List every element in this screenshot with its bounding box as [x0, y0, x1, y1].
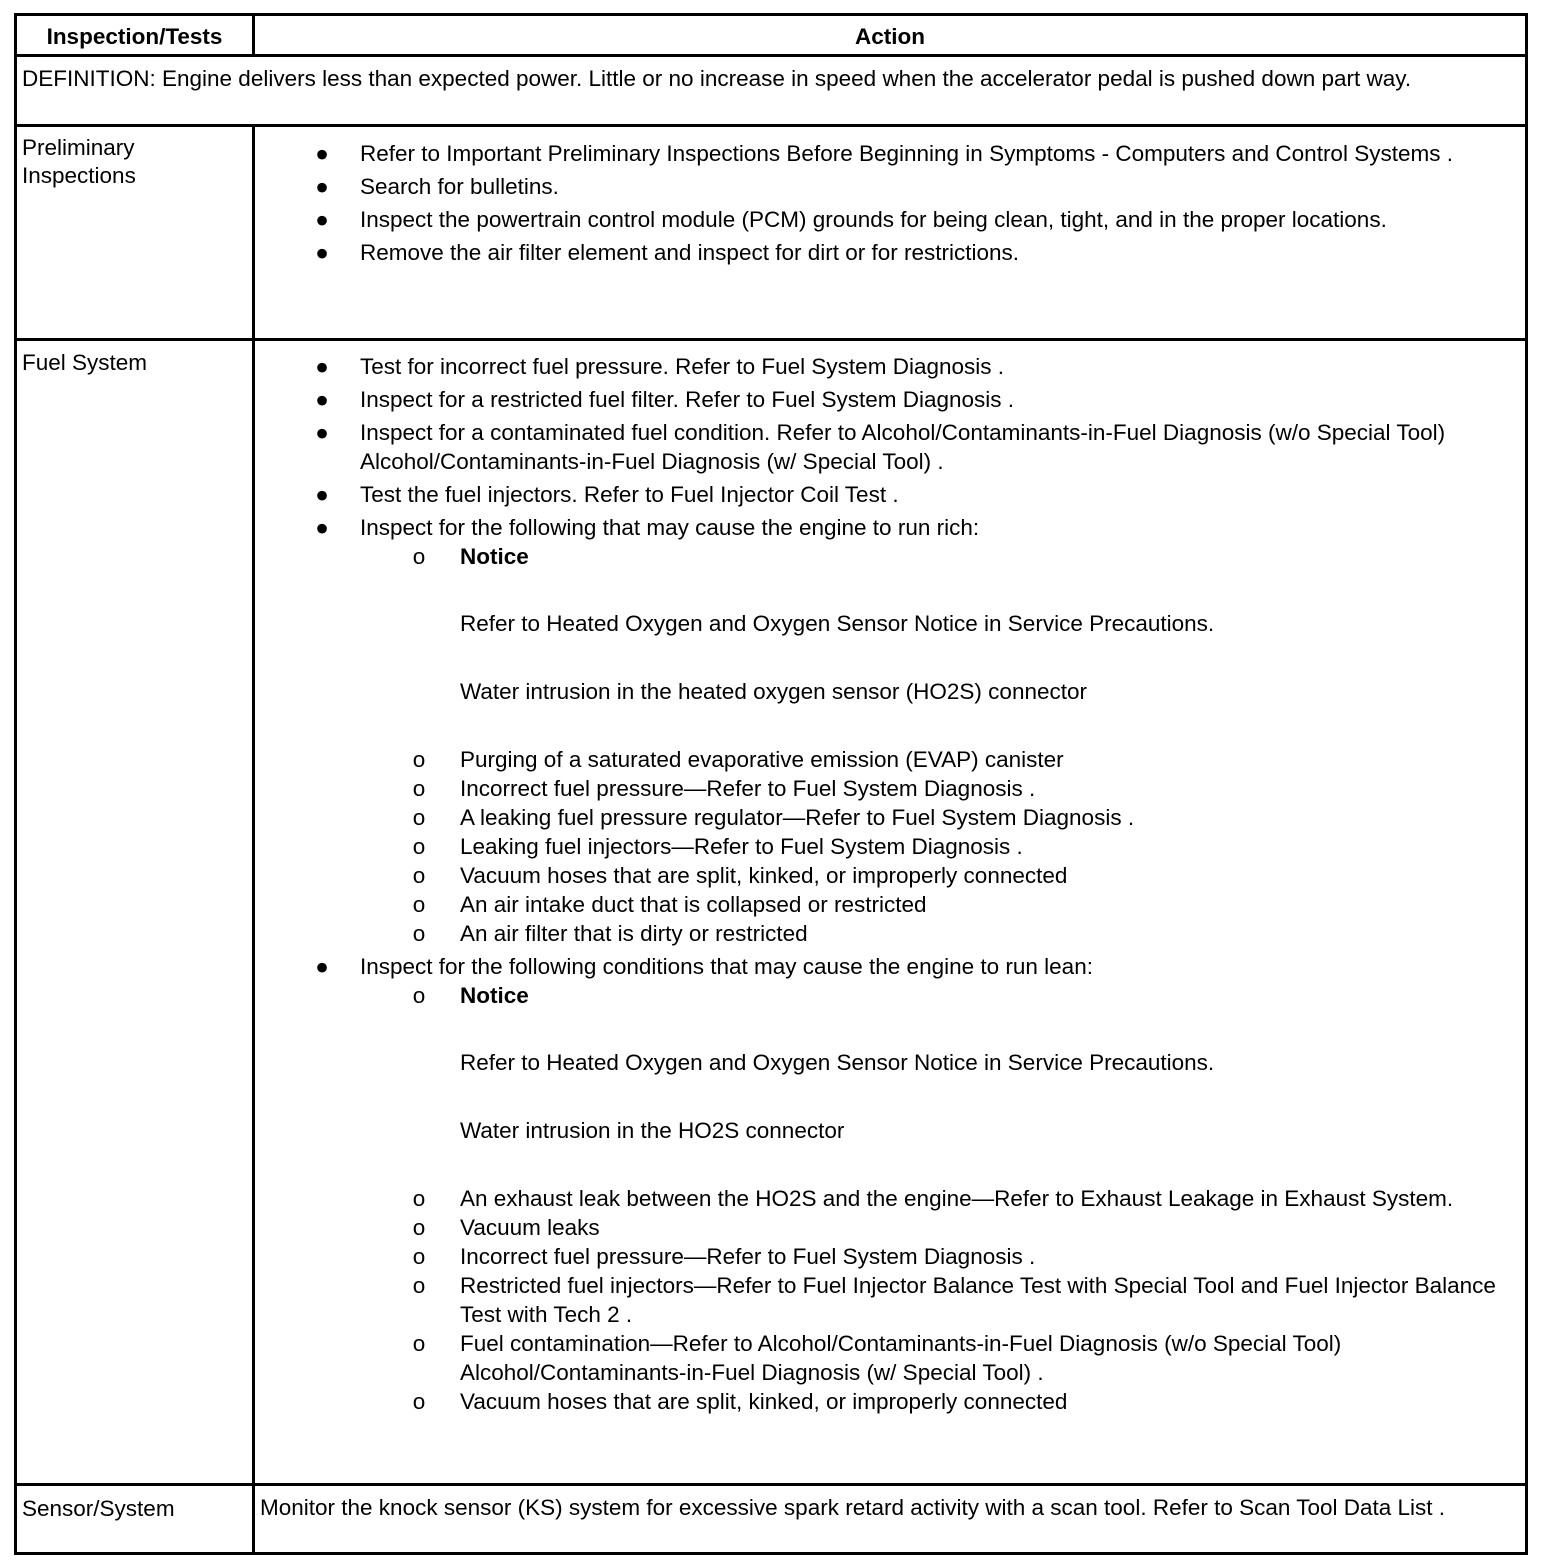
sublist-item: o Purging of a saturated evaporative emission (EVAP) canister [460, 745, 1519, 774]
row-divider [17, 1483, 1525, 1486]
sublist-item: o Vacuum hoses that are split, kinked, or improperly connected [460, 861, 1519, 890]
notice-after-text: Water intrusion in the HO2S connector [460, 1118, 845, 1143]
sensor-system-text: Monitor the knock sensor (KS) system for excessive spark retard activity with a scan tool. Refer to Scan Tool Data List . [260, 1495, 1446, 1520]
circle-bullet-icon: o [412, 983, 426, 1008]
list-item: ● Inspect the powertrain control module (PCM) grounds for being clean, tight, and in the proper locations. [360, 205, 1519, 234]
sublist-item: o Incorrect fuel pressure—Refer to Fuel System Diagnosis . [460, 774, 1519, 803]
circle-bullet-icon: o [412, 805, 426, 830]
circle-bullet-icon: o [412, 863, 426, 888]
row-divider [17, 124, 1525, 127]
notice-title: Notice [460, 983, 529, 1008]
list-item: ● Inspect for the following that may cause the engine to run rich: [360, 513, 1519, 542]
sublist-item: o Incorrect fuel pressure—Refer to Fuel System Diagnosis . [460, 1242, 1519, 1271]
rich-sublist [412, 542, 1519, 948]
lean-sublist [412, 981, 1519, 1416]
notice-title: Notice [460, 544, 529, 569]
list-item: ● Refer to Important Preliminary Inspections Before Beginning in Symptoms - Computers and Control Systems . [360, 139, 1519, 168]
sublist-item: o A leaking fuel pressure regulator—Refer to Fuel System Diagnosis . [460, 803, 1519, 832]
row-label-sensor-system: Sensor/System [22, 1496, 175, 1521]
circle-bullet-icon: o [412, 1186, 426, 1211]
circle-bullet-icon: o [412, 1389, 426, 1414]
col-divider [252, 124, 255, 1555]
sublist-item: o An air filter that is dirty or restricted [460, 919, 1519, 948]
bullet-icon: ● [315, 387, 329, 412]
header-inspection-tests: Inspection/Tests [46, 24, 223, 49]
notice-text: Refer to Heated Oxygen and Oxygen Sensor Notice in Service Precautions. [460, 1050, 1215, 1075]
notice-after-text: Water intrusion in the heated oxygen sensor (HO2S) connector [460, 679, 1087, 704]
sublist-item: o Vacuum hoses that are split, kinked, or improperly connected [460, 1387, 1519, 1416]
fuel-list [315, 352, 1519, 1416]
sublist-item: o Leaking fuel injectors—Refer to Fuel System Diagnosis . [460, 832, 1519, 861]
header-action: Action [855, 24, 925, 49]
bullet-icon: ● [315, 174, 329, 199]
bullet-icon: ● [315, 420, 329, 445]
diagnostic-table [14, 13, 1528, 1555]
list-item: ● Inspect for a contaminated fuel condition. Refer to Alcohol/Contaminants-in-Fuel Diagnosis (w/o Special Tool) Alcohol/Contaminants-in-Fuel Diagnosis (w/ Special Tool) . [360, 418, 1519, 476]
circle-bullet-icon: o [412, 1331, 426, 1356]
list-item: ● Inspect for the following conditions that may cause the engine to run lean: [360, 952, 1519, 981]
bullet-icon: ● [315, 141, 329, 166]
bullet-icon: ● [315, 354, 329, 379]
row-label-fuel-system: Fuel System [22, 350, 148, 375]
row-divider [17, 338, 1525, 341]
sublist-item [412, 542, 1519, 571]
sublist-item: o Fuel contamination—Refer to Alcohol/Contaminants-in-Fuel Diagnosis (w/o Special Tool) Alcohol/Contaminants-in-Fuel Diagnosis (w/ Special Tool) . [460, 1329, 1519, 1387]
circle-bullet-icon: o [412, 747, 426, 772]
circle-bullet-icon: o [412, 1273, 426, 1298]
circle-bullet-icon: o [412, 776, 426, 801]
circle-bullet-icon: o [412, 921, 426, 946]
list-item: ● Search for bulletins. [360, 172, 1519, 201]
preliminary-list [315, 139, 1519, 267]
sublist-item: o An air intake duct that is collapsed or restricted [460, 890, 1519, 919]
bullet-icon: ● [315, 207, 329, 232]
bullet-icon: ● [315, 482, 329, 507]
circle-bullet-icon: o [412, 544, 426, 569]
notice-text: Refer to Heated Oxygen and Oxygen Sensor Notice in Service Precautions. [460, 611, 1215, 636]
sublist-item: o Vacuum leaks [460, 1213, 1519, 1242]
list-item: ● Inspect for a restricted fuel filter. Refer to Fuel System Diagnosis . [360, 385, 1519, 414]
sublist-item [412, 981, 1519, 1010]
list-item: ● Test for incorrect fuel pressure. Refer to Fuel System Diagnosis . [360, 352, 1519, 381]
row-label-preliminary: Preliminary Inspections [22, 135, 136, 188]
circle-bullet-icon: o [412, 1215, 426, 1240]
list-item: ● Remove the air filter element and inspect for dirt or for restrictions. [360, 238, 1519, 267]
list-item: ● Test the fuel injectors. Refer to Fuel Injector Coil Test . [360, 480, 1519, 509]
sublist-item: o Restricted fuel injectors—Refer to Fuel Injector Balance Test with Special Tool and Fuel Injector Balance Test with Tech 2 . [460, 1271, 1519, 1329]
bullet-icon: ● [315, 515, 329, 540]
bullet-icon: ● [315, 240, 329, 265]
bullet-icon: ● [315, 954, 329, 979]
definition-text: DEFINITION: Engine delivers less than expected power. Little or no increase in speed when the accelerator pedal is pushed down part way. [22, 66, 1412, 91]
circle-bullet-icon: o [412, 834, 426, 859]
row-divider [17, 54, 1525, 57]
sublist-item: o An exhaust leak between the HO2S and the engine—Refer to Exhaust Leakage in Exhaust System. [460, 1184, 1519, 1213]
circle-bullet-icon: o [412, 892, 426, 917]
circle-bullet-icon: o [412, 1244, 426, 1269]
